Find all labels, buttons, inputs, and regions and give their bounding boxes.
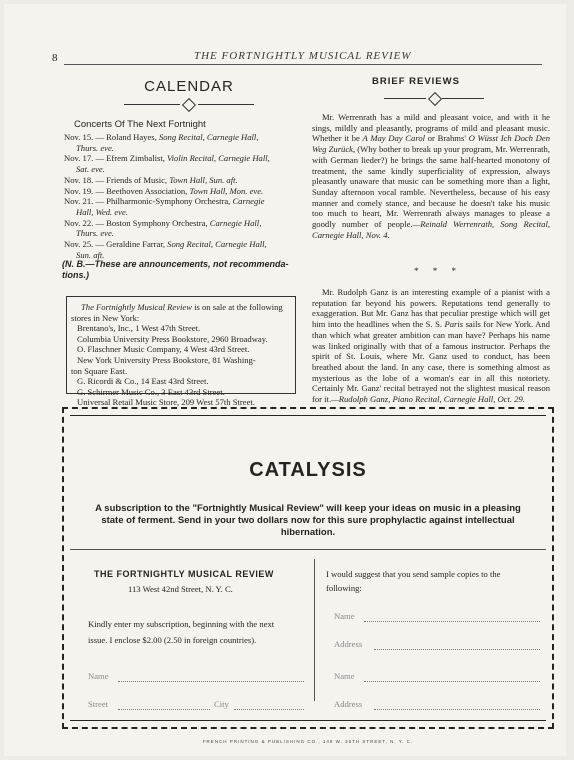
calendar-entry-text: — Philharmonic-Symphony Orchestra, bbox=[95, 196, 233, 207]
store-intro-magazine: The Fortnightly Musical Review bbox=[81, 302, 192, 312]
calendar-entry-date: Nov. 15. bbox=[64, 132, 94, 142]
sample2-name-field[interactable] bbox=[364, 681, 540, 683]
calendar-entry-text: — Efrem Zimbalist, bbox=[95, 153, 168, 164]
store-entry: New York University Press Bookstore, 81 Washing- bbox=[77, 354, 256, 365]
calendar-entry-date: Nov. 25. bbox=[64, 239, 94, 250]
calendar-entry-text: — Friends of Music, bbox=[95, 174, 170, 185]
subscriber-street-label: Street bbox=[88, 699, 109, 709]
store-entry: G. Schirmer Music Co., 3 East 43rd Street. bbox=[77, 386, 225, 397]
calendar-entry-text: — Boston Symphony Orchestra, bbox=[95, 217, 210, 228]
calendar-note bbox=[62, 259, 306, 281]
review-ganz: Mr. Rudolph Ganz is an interesting example of a pianist with a reputation far beyond his powers. Reputations tend generally to exaggeration. But Mr. Ganz has that peculiar prestige which will get him into the headlines when the S. S. Paris sails for New York. And than which what greater ambition can man have? Perhaps his name was linked originally with that of a famous instructor. Perhaps the spirit of St. Louis, where Mr. Ganz used to conduct, has been breathed about the land. In any case, there is something almost as mysterious as the lobe of a woman's ear in all this notoriety. Certainly Mr. Ganz' recital betrayed not the slightest musical reason for it.—Rudolph Ganz, Piano Recital, Carnegie Hall, Oct. 29. bbox=[312, 287, 550, 405]
calendar-entry-continued: Thurs. eve. bbox=[76, 228, 114, 239]
calendar-entry bbox=[64, 132, 302, 143]
subscriber-name-field[interactable] bbox=[118, 681, 304, 683]
calendar-entry-date: Nov. 17. bbox=[64, 153, 94, 164]
form-title: THE FORTNIGHTLY MUSICAL REVIEW bbox=[94, 569, 274, 579]
calendar-entry bbox=[64, 196, 302, 207]
store-entry: O. Flaschner Music Company, 4 West 43rd Street. bbox=[77, 344, 250, 355]
sample1-address-label: Address bbox=[334, 639, 363, 649]
sample1-name-field[interactable] bbox=[364, 621, 540, 623]
brief-reviews-title: BRIEF REVIEWS bbox=[372, 76, 460, 87]
advert-text: A subscription to the "Fortnightly Musical Review" will keep your ideas on music in a pleasing state of ferment. Send in your two dollars now for this sure prophylactic against intellectual hibernation. bbox=[95, 503, 521, 538]
calendar-ornament bbox=[124, 100, 254, 109]
form-divider bbox=[314, 559, 315, 701]
sample2-name-label: Name bbox=[334, 671, 355, 681]
advert-divider bbox=[70, 549, 546, 550]
subscriber-city-field[interactable] bbox=[234, 709, 304, 711]
calendar-entry-venue: Song Recital, Carnegie Hall, bbox=[158, 132, 259, 142]
calendar-entry-venue: Violin Recital, Carnegie Hall, bbox=[167, 153, 270, 164]
calendar-subtitle: Concerts Of The Next Fortnight bbox=[74, 119, 206, 130]
calendar-entry-continued: Sat. eve. bbox=[76, 164, 105, 175]
store-list bbox=[71, 323, 293, 408]
calendar-entry-date: Nov. 19. bbox=[64, 185, 94, 196]
advert-title: CATALYSIS bbox=[249, 459, 367, 481]
review-werrenrath: Mr. Werrenrath has a mild and pleasant voice, and with it he sings, mildly and pleasantly, programs of mild and pleasant music. Whether it be A May Day Carol or Brahms' O Wüsst Ich Doch Den Weg Zurück, (Why bother to break up your program, Mr. Werrenrath, with German lieder?) he brings the same half-hearted monotony of treatment, the same kindly superficiality of expression, always pleasantly unaware that music can be something more than a light, Sunday afternoon vocal ramble. Nevertheless, because of his easy manner and comely stance, and because he doesn't take his music too much to heart, Mr. Werrenrath always manages to please a goodly number of people.—Reinald Werrenrath, Song Recital, Carnegie Hall, Nov. 4. bbox=[312, 112, 551, 240]
calendar-entry-text: — Geraldine Farrar, bbox=[95, 239, 168, 250]
calendar-entry-venue: Carnegie Hall, bbox=[209, 217, 262, 228]
calendar-entry-continued: Hall, Wed. eve. bbox=[76, 206, 128, 217]
calendar-entry-continued: Thurs. eve. bbox=[76, 142, 114, 153]
sample1-address-field[interactable] bbox=[374, 649, 540, 651]
calendar-entry bbox=[64, 239, 302, 250]
calendar-note-line1: (N. B.—These are announcements, not recommenda- bbox=[62, 259, 289, 269]
sample-text-line2: following: bbox=[326, 583, 362, 593]
store-entry: Universal Retail Music Store, 209 West 57th Street. bbox=[77, 397, 255, 408]
store-entry: ton Square East. bbox=[71, 365, 128, 376]
running-head: THE FORTNIGHTLY MUSICAL REVIEW bbox=[194, 50, 412, 62]
calendar-entry bbox=[64, 153, 302, 164]
calendar-entry-venue: Town Hall, Mon. eve. bbox=[189, 185, 264, 196]
calendar-entry-text: — Roland Hayes, bbox=[95, 132, 159, 142]
store-intro-rest: is on sale at the following stores in New York: bbox=[71, 302, 283, 323]
store-entry: Columbia University Press Bookstore, 2960 Broadway. bbox=[77, 333, 268, 344]
calendar-entry-date: Nov. 21. bbox=[64, 196, 94, 207]
page-number: 8 bbox=[52, 52, 58, 64]
sample2-address-field[interactable] bbox=[374, 709, 540, 711]
form-text-line1: Kindly enter my subscription, beginning with the next bbox=[88, 619, 275, 629]
catalysis-advert bbox=[62, 407, 554, 744]
magazine-page bbox=[4, 4, 566, 756]
sample1-name-label: Name bbox=[334, 611, 355, 621]
subscriber-city-label: City bbox=[214, 699, 229, 709]
subscriber-street-field[interactable] bbox=[118, 709, 210, 711]
store-entry: Brentano's, Inc., 1 West 47th Street. bbox=[77, 323, 201, 334]
calendar-entry-continued: Sun. aft. bbox=[76, 249, 105, 260]
header-rule bbox=[64, 64, 542, 65]
calendar-entry bbox=[64, 218, 302, 229]
calendar-note-line2: tions.) bbox=[62, 270, 89, 280]
store-intro bbox=[71, 302, 293, 323]
calendar-entry-venue: Town Hall, Sun. aft. bbox=[169, 174, 238, 185]
store-entry: G. Ricordi & Co., 14 East 43rd Street. bbox=[77, 376, 209, 387]
sample-text-line1: I would suggest that you send sample copies to the bbox=[326, 569, 501, 579]
calendar-entry bbox=[64, 175, 302, 186]
calendar-entry-text: — Beethoven Association, bbox=[95, 185, 190, 196]
printer-imprint: FRENCH PRINTING & PUBLISHING CO., 149 W. 26TH STREET, N. Y. C. bbox=[202, 739, 414, 744]
section-stars: * * * bbox=[414, 266, 462, 276]
calendar-title: CALENDAR bbox=[144, 78, 234, 95]
store-list-box bbox=[66, 296, 296, 408]
reviews-ornament bbox=[384, 94, 484, 103]
sample2-address-label: Address bbox=[334, 699, 363, 709]
form-address: 113 West 42nd Street, N. Y. C. bbox=[128, 584, 233, 594]
calendar-entry bbox=[64, 186, 302, 197]
calendar-entry-venue: Carnegie bbox=[232, 196, 265, 207]
calendar-entry-venue: Song Recital, Carnegie Hall, bbox=[167, 239, 267, 250]
calendar-list bbox=[64, 132, 302, 260]
form-text-line2: issue. I enclose $2.00 (2.50 in foreign countries). bbox=[88, 635, 257, 645]
subscriber-name-label: Name bbox=[88, 671, 109, 681]
calendar-entry-date: Nov. 18. bbox=[64, 174, 94, 185]
calendar-entry-date: Nov. 22. bbox=[64, 217, 94, 228]
